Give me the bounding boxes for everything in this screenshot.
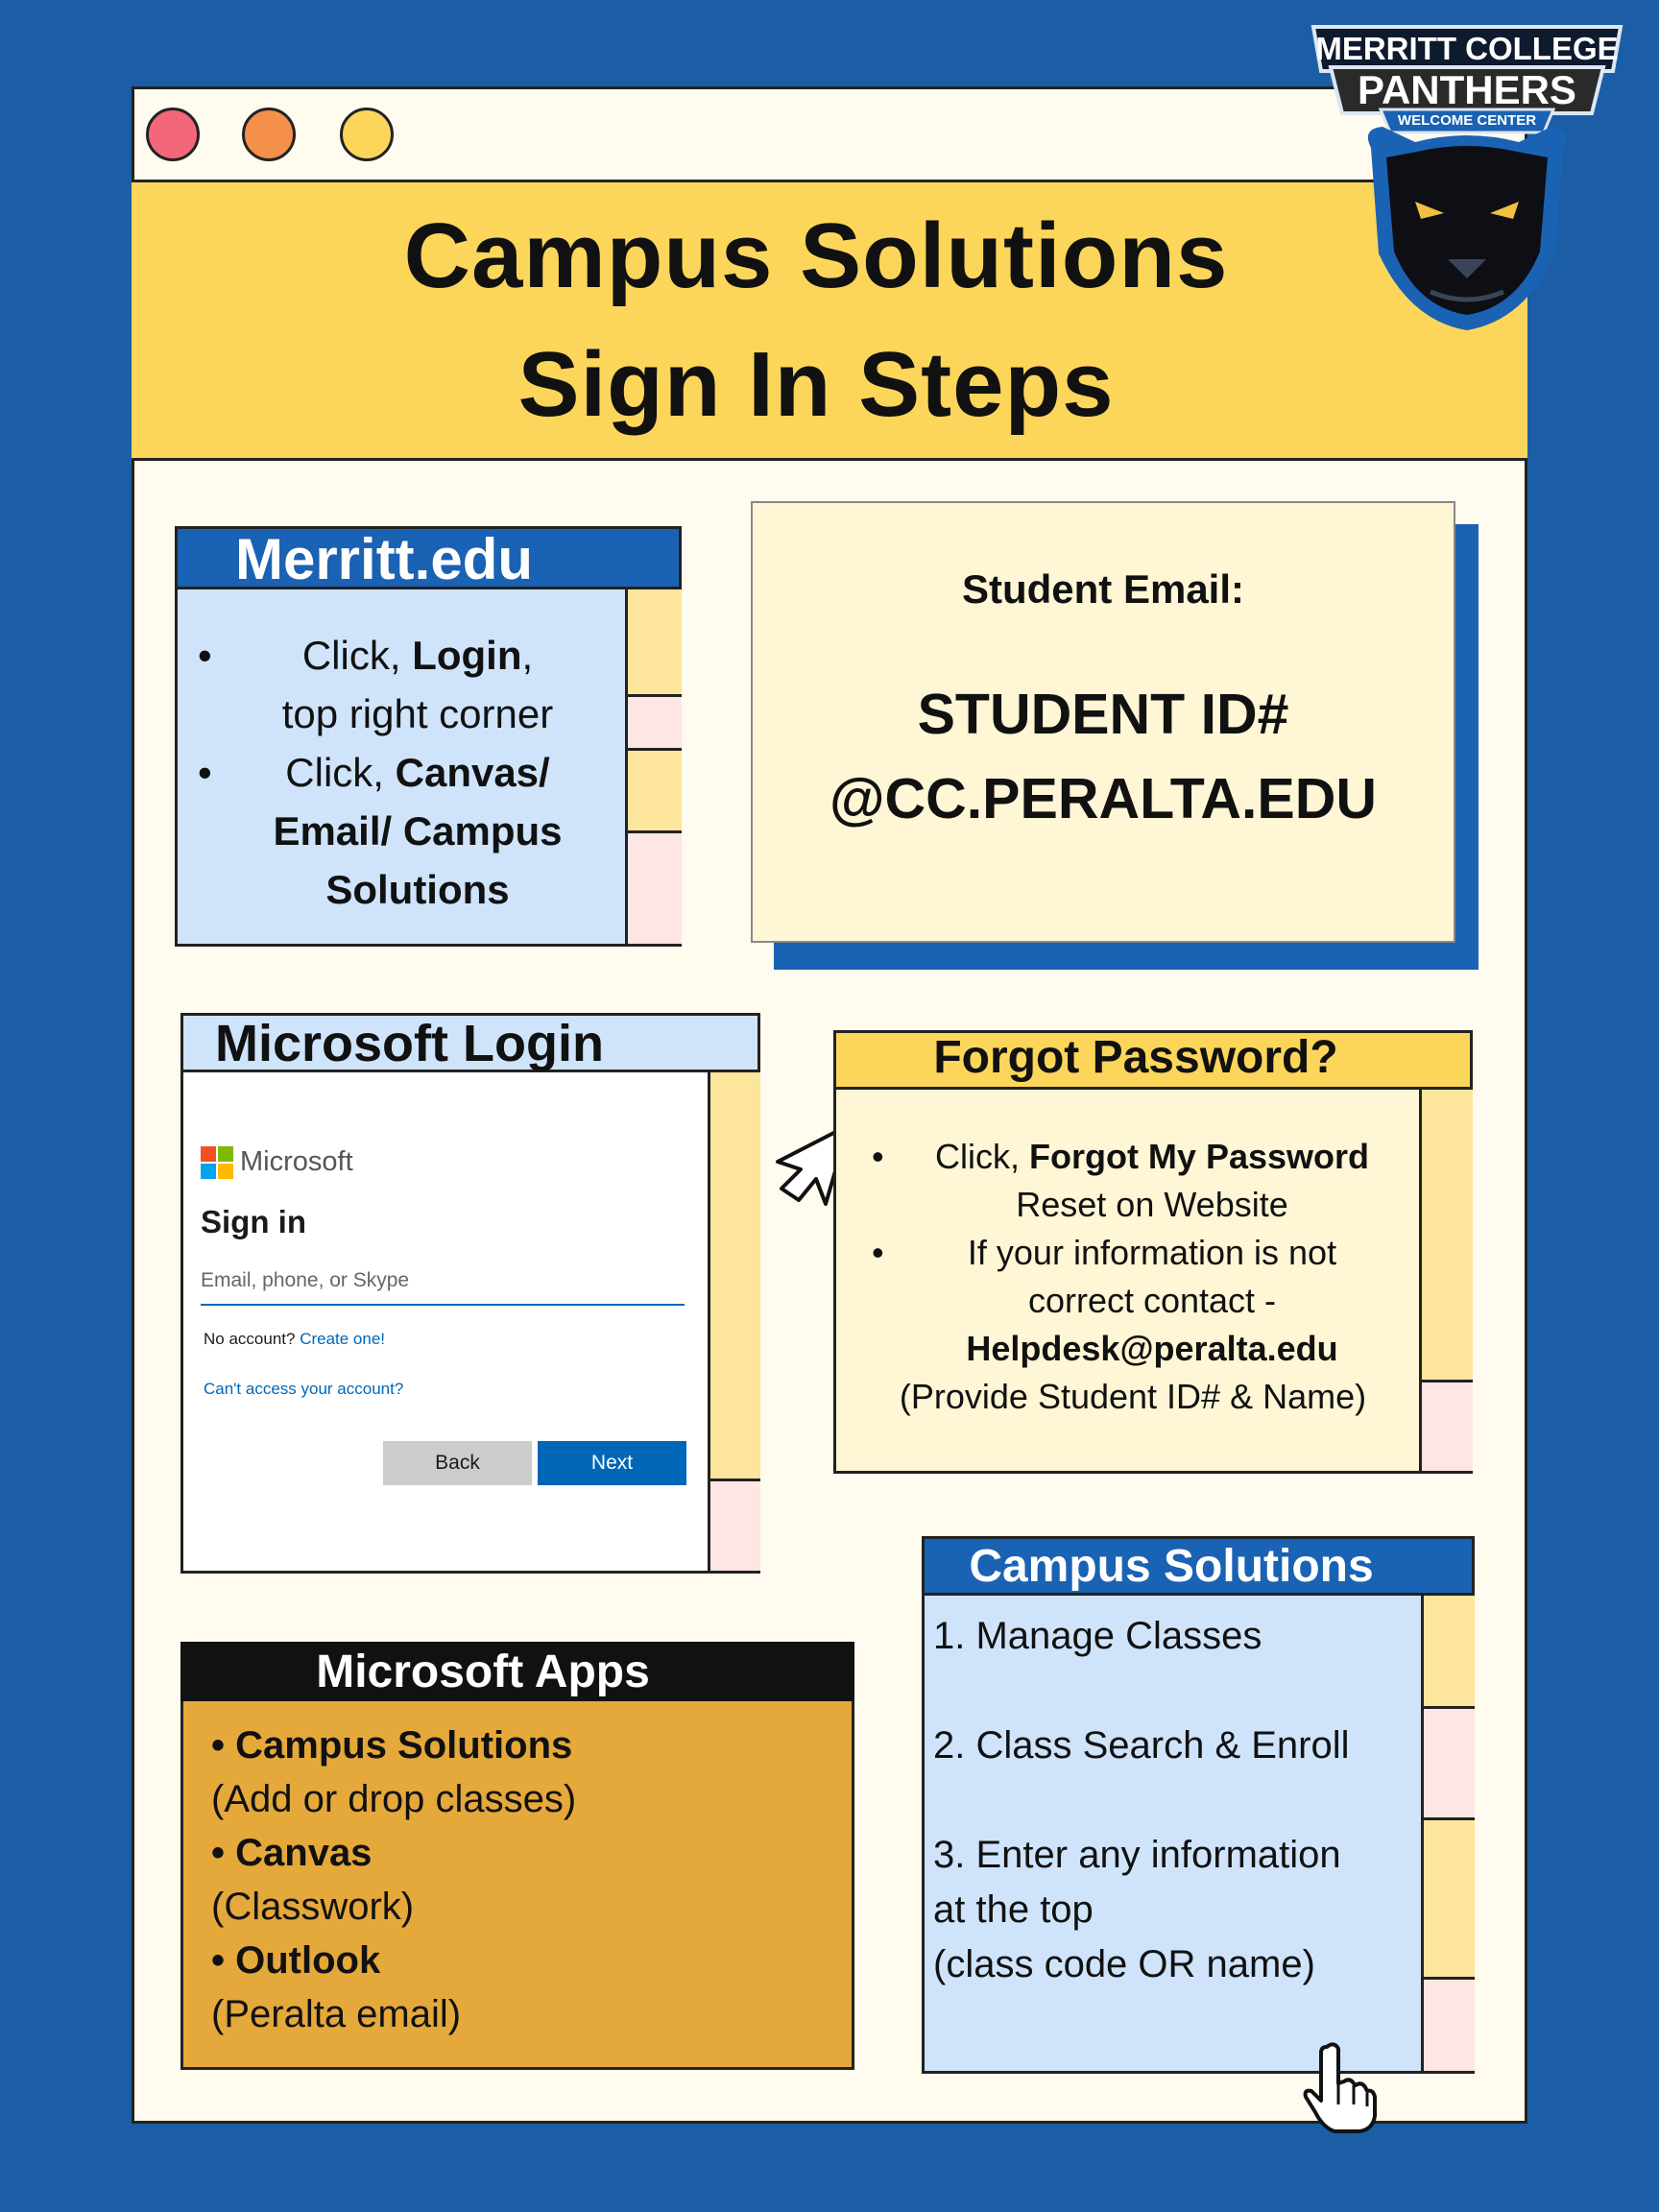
- bullet: •: [198, 633, 212, 678]
- side-tab: [625, 751, 682, 833]
- campus-solutions-steps: [933, 1609, 1413, 1992]
- login-link-text: Login: [412, 633, 522, 678]
- forgot-item2-line2: correct contact -: [1027, 1281, 1277, 1320]
- step-manage-classes: 1. Manage Classes: [933, 1615, 1262, 1657]
- side-tab: [1421, 1709, 1475, 1820]
- merritt-item2-bold1: Canvas/: [395, 750, 550, 795]
- app-canvas-desc: (Classwork): [211, 1886, 415, 1928]
- side-tab: [708, 1481, 760, 1571]
- side-tab: [625, 589, 682, 697]
- page-title: [192, 192, 1440, 449]
- sign-in-heading: Sign in: [201, 1204, 306, 1239]
- forgot-item1-text: Click,: [934, 1137, 1029, 1176]
- microsoft-apps-list: [211, 1719, 826, 2041]
- side-tab: [708, 1072, 760, 1481]
- list-item: [192, 626, 614, 685]
- microsoft-logo-icon: [201, 1146, 233, 1179]
- student-email-address: [751, 672, 1455, 841]
- app-outlook-desc: (Peralta email): [211, 1993, 462, 2035]
- merritt-item2-bold2: Email/ Campus: [273, 808, 563, 854]
- forgot-password-header: Forgot Password?: [933, 1032, 1338, 1083]
- list-item: [845, 1229, 1421, 1277]
- list-item: [192, 743, 614, 802]
- merritt-edu-header: Merritt.edu: [234, 527, 534, 591]
- side-tab: [1421, 1596, 1475, 1709]
- merritt-item2-bold3: Solutions: [325, 867, 510, 912]
- side-tab: [625, 833, 682, 944]
- forgot-password-steps: [845, 1133, 1421, 1421]
- list-item: [845, 1133, 1421, 1181]
- campus-solutions-header: Campus Solutions: [969, 1541, 1374, 1592]
- side-tab: [625, 697, 682, 751]
- merritt-item1-text: Click,: [301, 633, 413, 678]
- microsoft-brand: Microsoft: [240, 1146, 353, 1177]
- window-maximize-dot[interactable]: [340, 108, 394, 161]
- step-enter-information-line3: (class code OR name): [933, 1943, 1315, 1985]
- merritt-edu-steps: [192, 626, 614, 919]
- bullet: •: [872, 1233, 884, 1272]
- page-title-line2: Sign In Steps: [517, 333, 1115, 436]
- bullet: •: [198, 750, 212, 795]
- window-minimize-dot[interactable]: [242, 108, 296, 161]
- app-canvas: • Canvas: [211, 1832, 373, 1874]
- step-class-search-enroll: 2. Class Search & Enroll: [933, 1724, 1350, 1767]
- cant-access-account-link[interactable]: Can't access your account?: [204, 1380, 404, 1398]
- email-line2: @CC.PERALTA.EDU: [830, 767, 1377, 830]
- side-tab: [1421, 1820, 1475, 1980]
- forgot-my-password-text: Forgot My Password: [1028, 1137, 1370, 1176]
- email-input-placeholder: Email, phone, or Skype: [201, 1269, 410, 1291]
- forgot-item2-line1: If your information is not: [967, 1233, 1337, 1272]
- next-button[interactable]: Next: [538, 1441, 686, 1485]
- step-enter-information: 3. Enter any information: [933, 1834, 1341, 1876]
- merritt-item1-suffix: ,: [521, 633, 534, 678]
- side-tab: [1419, 1382, 1473, 1471]
- email-line1: STUDENT ID#: [917, 683, 1289, 746]
- bullet: •: [872, 1137, 884, 1176]
- student-email-label: Student Email:: [961, 566, 1245, 612]
- no-account-label: No account?: [204, 1330, 296, 1348]
- logo-line2: PANTHERS: [1358, 67, 1576, 112]
- forgot-item1-line2: Reset on Website: [1016, 1185, 1288, 1224]
- forgot-item2-line4: (Provide Student ID# & Name): [899, 1377, 1367, 1416]
- merritt-panthers-logo: [1304, 13, 1630, 369]
- merritt-item1-line2: top right corner: [281, 691, 554, 736]
- merritt-item2-text: Click,: [285, 750, 396, 795]
- microsoft-login-header: Microsoft Login: [215, 1015, 604, 1072]
- helpdesk-email[interactable]: Helpdesk@peralta.edu: [966, 1329, 1338, 1368]
- email-phone-skype-input[interactable]: [201, 1263, 685, 1306]
- hand-cursor-icon: [1302, 2039, 1381, 2135]
- app-campus-solutions: • Campus Solutions: [211, 1724, 573, 1767]
- side-tab: [1419, 1090, 1473, 1382]
- side-tab: [1421, 1980, 1475, 2071]
- no-account-text: [204, 1327, 385, 1352]
- logo-line1: MERRITT COLLEGE: [1315, 31, 1619, 66]
- app-campus-solutions-desc: (Add or drop classes): [211, 1778, 577, 1820]
- logo-line3: WELCOME CENTER: [1397, 112, 1537, 129]
- back-button[interactable]: Back: [383, 1441, 532, 1485]
- app-outlook: • Outlook: [211, 1939, 381, 1982]
- page-title-line1: Campus Solutions: [403, 204, 1229, 307]
- window-close-dot[interactable]: [146, 108, 200, 161]
- step-enter-information-line2: at the top: [933, 1888, 1094, 1931]
- create-account-link[interactable]: Create one!: [300, 1330, 386, 1348]
- microsoft-apps-header: Microsoft Apps: [316, 1647, 650, 1697]
